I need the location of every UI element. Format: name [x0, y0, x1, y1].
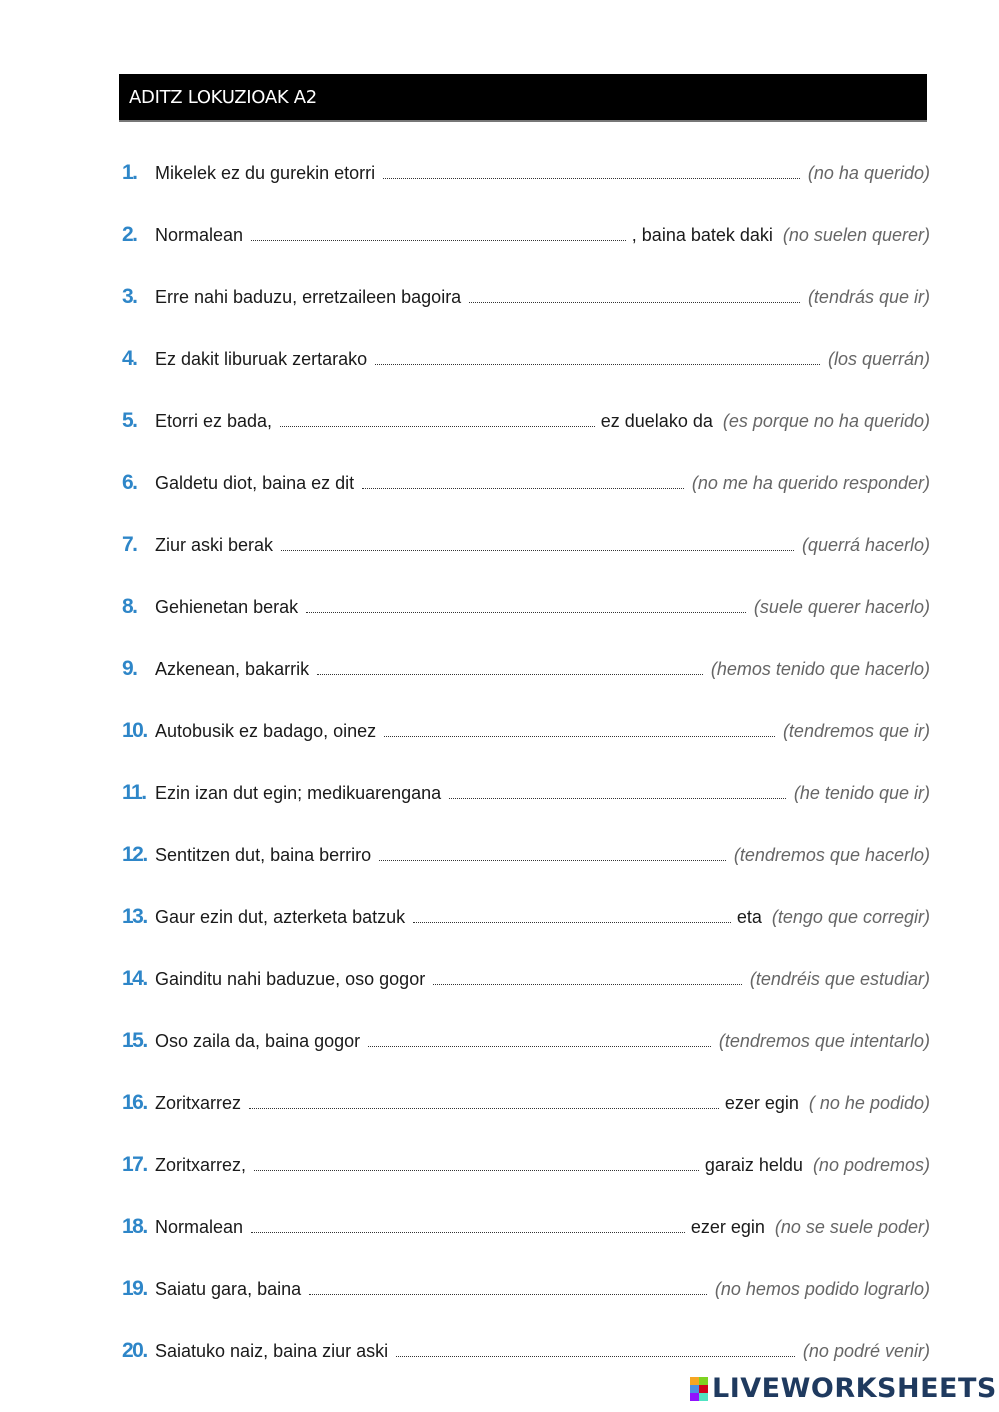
sentence-end: , baina batek daki: [631, 225, 773, 245]
sentence-start: Ziur aski berak: [155, 535, 274, 555]
sentence-start: Mikelek ez du gurekin etorri: [155, 163, 376, 183]
item-sentence: [155, 218, 930, 252]
liveworksheets-logo: [690, 1373, 997, 1404]
sentence-start: Normalean: [155, 1217, 244, 1237]
logo-square: [699, 1385, 708, 1393]
answer-blank[interactable]: [249, 1086, 719, 1109]
exercise-item: [122, 156, 930, 218]
answer-blank[interactable]: [254, 1148, 699, 1171]
spanish-hint: (tendrás que ir): [807, 287, 930, 307]
exercise-item: [122, 1148, 930, 1210]
answer-blank[interactable]: [384, 714, 775, 737]
item-sentence: [155, 776, 930, 810]
logo-square: [699, 1377, 708, 1385]
sentence-start: Galdetu diot, baina ez dit: [155, 473, 355, 493]
exercise-item: [122, 404, 930, 466]
spanish-hint: (querrá hacerlo): [801, 535, 930, 555]
item-sentence: [155, 1148, 930, 1182]
item-sentence: [155, 1024, 930, 1058]
answer-blank[interactable]: [469, 280, 800, 303]
answer-blank[interactable]: [375, 342, 820, 365]
item-number: 18.: [122, 1215, 147, 1238]
answer-blank[interactable]: [362, 466, 684, 489]
spanish-hint: (no suelen querer): [782, 225, 930, 245]
exercise-item: [122, 776, 930, 838]
item-number: 16.: [122, 1091, 147, 1114]
sentence-start: Saiatuko naiz, baina ziur aski: [155, 1341, 389, 1361]
item-number: 8.: [122, 595, 137, 618]
sentence-start: Zoritxarrez,: [155, 1155, 247, 1175]
spanish-hint: (tendremos que intentarlo): [718, 1031, 930, 1051]
logo-square: [690, 1385, 699, 1393]
logo-square: [690, 1393, 699, 1401]
exercise-item: [122, 652, 930, 714]
sentence-end: eta: [736, 907, 762, 927]
exercise-item: [122, 838, 930, 900]
item-number: 17.: [122, 1153, 147, 1176]
answer-blank[interactable]: [433, 962, 742, 985]
item-sentence: [155, 962, 930, 996]
logo-mark-icon: [690, 1377, 708, 1401]
item-number: 11.: [122, 781, 146, 804]
exercise-item: [122, 714, 930, 776]
sentence-start: Gainditu nahi baduzue, oso gogor: [155, 969, 426, 989]
item-sentence: [155, 1334, 930, 1368]
sentence-start: Etorri ez bada,: [155, 411, 273, 431]
item-sentence: [155, 528, 930, 562]
spanish-hint: (los querrán): [827, 349, 930, 369]
answer-blank[interactable]: [396, 1334, 795, 1357]
spanish-hint: (he tenido que ir): [793, 783, 930, 803]
exercise-item: [122, 342, 930, 404]
spanish-hint: ( no he podido): [808, 1093, 930, 1113]
spanish-hint: (hemos tenido que hacerlo): [710, 659, 930, 679]
sentence-end: ezer egin: [690, 1217, 765, 1237]
item-number: 12.: [122, 843, 147, 866]
item-number: 1.: [122, 161, 137, 184]
exercise-list: [122, 156, 930, 1396]
exercise-item: [122, 1272, 930, 1334]
item-number: 5.: [122, 409, 137, 432]
item-number: 15.: [122, 1029, 147, 1052]
exercise-item: [122, 1210, 930, 1272]
item-number: 6.: [122, 471, 137, 494]
answer-blank[interactable]: [281, 528, 794, 551]
exercise-item: [122, 1024, 930, 1086]
spanish-hint: (es porque no ha querido): [722, 411, 930, 431]
exercise-item: [122, 466, 930, 528]
sentence-start: Erre nahi baduzu, erretzaileen bagoira: [155, 287, 462, 307]
spanish-hint: (no ha querido): [807, 163, 930, 183]
sentence-start: Gehienetan berak: [155, 597, 299, 617]
spanish-hint: (no podré venir): [802, 1341, 930, 1361]
answer-blank[interactable]: [413, 900, 731, 923]
exercise-item: [122, 900, 930, 962]
spanish-hint: (tendremos que ir): [782, 721, 930, 741]
item-sentence: [155, 466, 930, 500]
item-number: 4.: [122, 347, 137, 370]
item-sentence: [155, 280, 930, 314]
spanish-hint: (suele querer hacerlo): [753, 597, 930, 617]
answer-blank[interactable]: [368, 1024, 711, 1047]
spanish-hint: (no podremos): [812, 1155, 930, 1175]
title-bar: [119, 74, 927, 120]
exercise-item: [122, 590, 930, 652]
item-number: 7.: [122, 533, 137, 556]
sentence-start: Azkenean, bakarrik: [155, 659, 310, 679]
answer-blank[interactable]: [280, 404, 595, 427]
item-sentence: [155, 714, 930, 748]
sentence-start: Sentitzen dut, baina berriro: [155, 845, 372, 865]
sentence-end: ezer egin: [724, 1093, 799, 1113]
spanish-hint: (no se suele poder): [774, 1217, 930, 1237]
logo-square: [690, 1377, 699, 1385]
spanish-hint: (tengo que corregir): [771, 907, 930, 927]
item-number: 14.: [122, 967, 147, 990]
item-sentence: [155, 590, 930, 624]
item-sentence: [155, 1272, 930, 1306]
spanish-hint: (no me ha querido responder): [691, 473, 930, 493]
answer-blank[interactable]: [449, 776, 786, 799]
spanish-hint: (tendréis que estudiar): [749, 969, 930, 989]
sentence-start: Autobusik ez badago, oinez: [155, 721, 377, 741]
answer-blank[interactable]: [309, 1272, 707, 1295]
exercise-item: [122, 1086, 930, 1148]
exercise-item: [122, 218, 930, 280]
exercise-item: [122, 280, 930, 342]
item-number: 10.: [122, 719, 147, 742]
exercise-item: [122, 528, 930, 590]
answer-blank[interactable]: [251, 1210, 685, 1233]
sentence-start: Ez dakit liburuak zertarako: [155, 349, 368, 369]
item-number: 20.: [122, 1339, 147, 1362]
item-sentence: [155, 652, 930, 686]
item-number: 9.: [122, 657, 137, 680]
sentence-start: Normalean: [155, 225, 244, 245]
item-sentence: [155, 838, 930, 872]
sentence-start: Zoritxarrez: [155, 1093, 242, 1113]
answer-blank[interactable]: [306, 590, 746, 613]
answer-blank[interactable]: [317, 652, 703, 675]
item-sentence: [155, 342, 930, 376]
spanish-hint: (no hemos podido lograrlo): [714, 1279, 930, 1299]
logo-square: [699, 1393, 708, 1401]
item-number: 3.: [122, 285, 137, 308]
answer-blank[interactable]: [251, 218, 626, 241]
item-number: 2.: [122, 223, 137, 246]
page-title: ADITZ LOKUZIOAK A2: [129, 87, 317, 108]
sentence-start: Saiatu gara, baina: [155, 1279, 302, 1299]
item-number: 19.: [122, 1277, 147, 1300]
spanish-hint: (tendremos que hacerlo): [733, 845, 930, 865]
item-sentence: [155, 1086, 930, 1120]
logo-text: LIVEWORKSHEETS: [712, 1373, 997, 1404]
answer-blank[interactable]: [383, 156, 800, 179]
item-number: 13.: [122, 905, 147, 928]
sentence-end: garaiz heldu: [704, 1155, 803, 1175]
sentence-end: ez duelako da: [600, 411, 713, 431]
item-sentence: [155, 404, 930, 438]
sentence-start: Ezin izan dut egin; medikuarengana: [155, 783, 442, 803]
sentence-start: Gaur ezin dut, azterketa batzuk: [155, 907, 406, 927]
sentence-start: Oso zaila da, baina gogor: [155, 1031, 361, 1051]
item-sentence: [155, 900, 930, 934]
answer-blank[interactable]: [379, 838, 726, 861]
exercise-item: [122, 962, 930, 1024]
item-sentence: [155, 156, 930, 190]
item-sentence: [155, 1210, 930, 1244]
